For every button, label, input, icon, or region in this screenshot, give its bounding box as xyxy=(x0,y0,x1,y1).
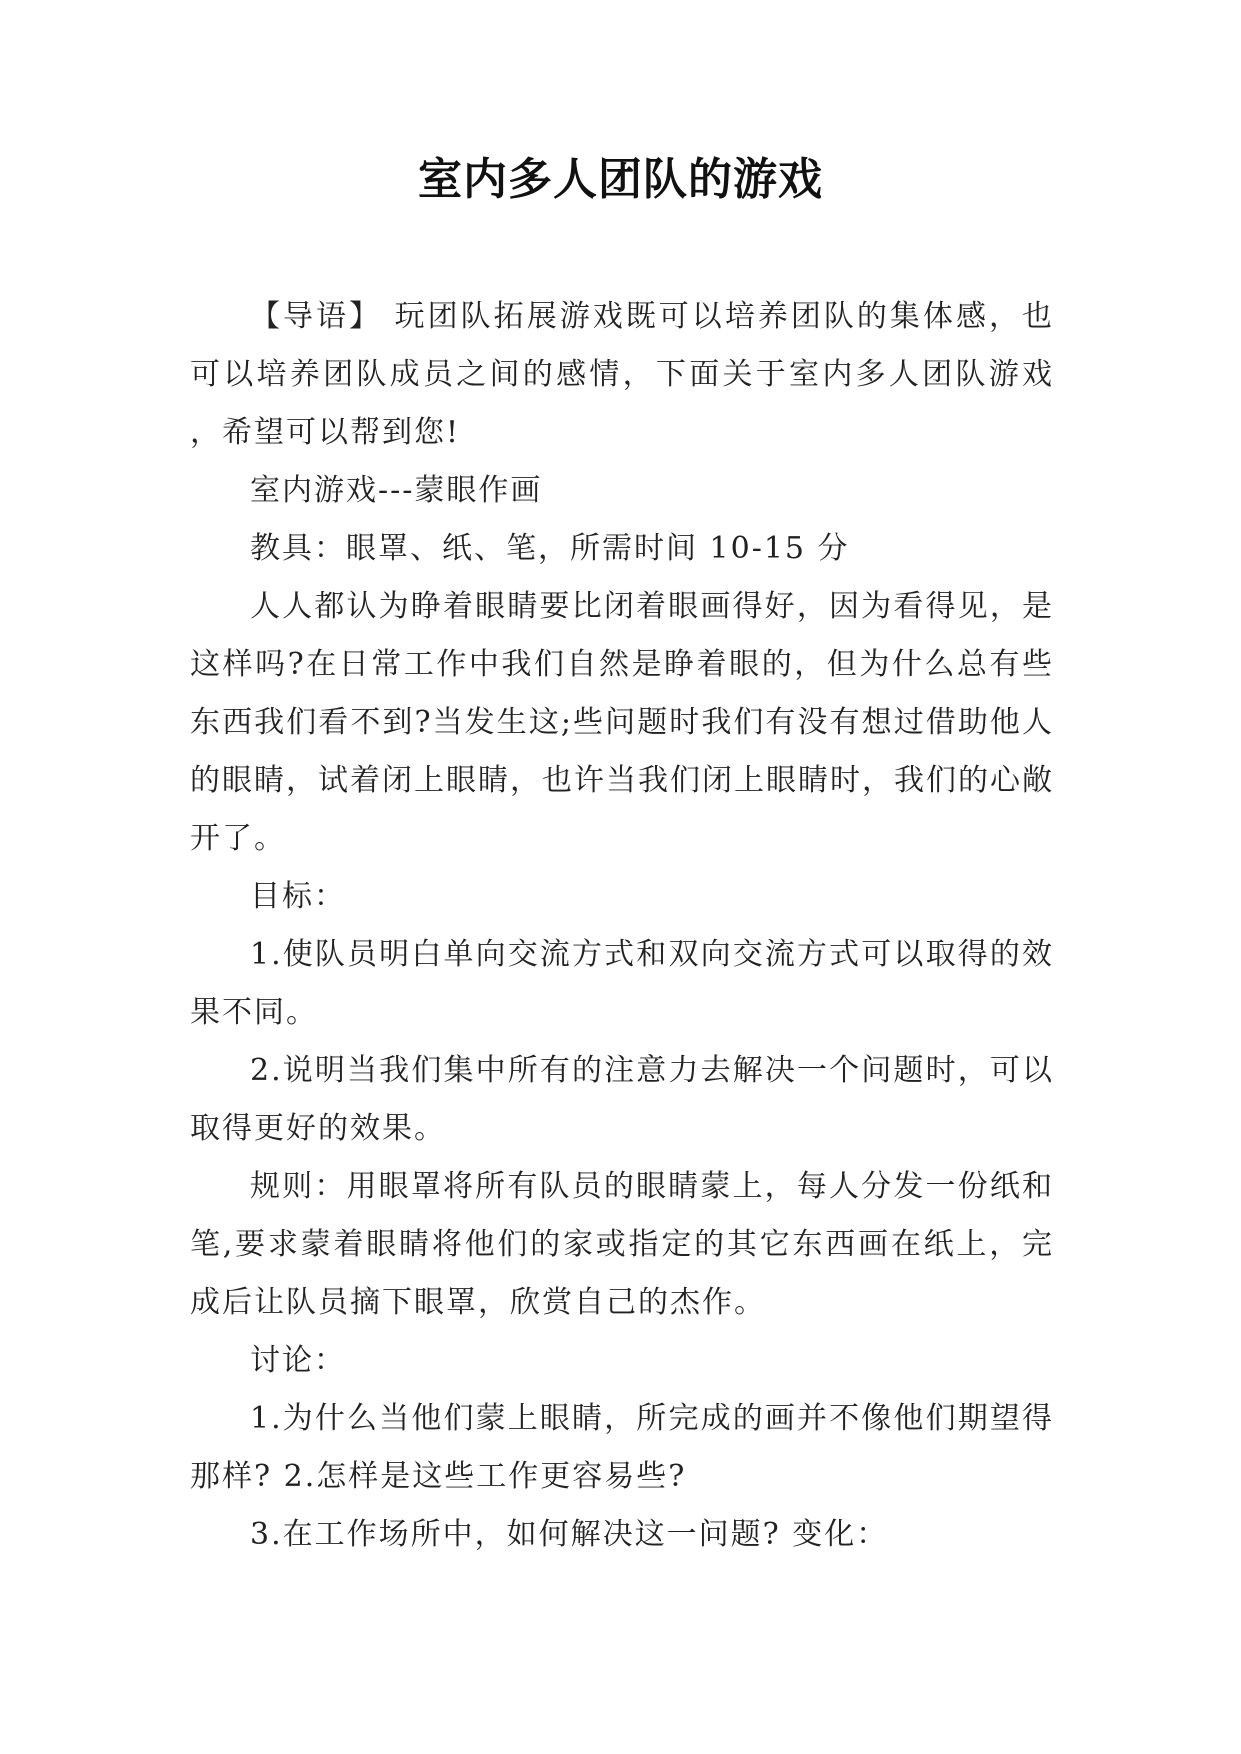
goal-item-1: 1.使队员明白单向交流方式和双向交流方式可以取得的效果不同。 xyxy=(190,937,1054,1030)
discussion-heading: 讨论： xyxy=(250,1343,346,1378)
document-body xyxy=(190,288,1054,1564)
game-name-paragraph: 室内游戏---蒙眼作画 xyxy=(250,473,543,508)
discussion-item-1-2: 1.为什么当他们蒙上眼睛，所完成的画并不像他们期望得那样? 2.怎样是这些工作更容易些? xyxy=(190,1401,1054,1494)
rules-paragraph: 规则：用眼罩将所有队员的眼睛蒙上，每人分发一份纸和笔,要求蒙着眼睛将他们的家或指定的其它东西画在纸上，完成后让队员摘下眼罩，欣赏自己的杰作。 xyxy=(190,1169,1054,1320)
document-title: 室内多人团队的游戏 xyxy=(418,154,823,205)
goals-heading: 目标： xyxy=(250,879,346,914)
discussion-item-3: 3.在工作场所中，如何解决这一问题? 变化： xyxy=(250,1517,889,1552)
intro-paragraph: 【导语】 玩团队拓展游戏既可以培养团队的集体感，也可以培养团队成员之间的感情，下面关于室内多人团队游戏 ，希望可以帮到您! xyxy=(190,299,1054,450)
materials-paragraph: 教具：眼罩、纸、笔，所需时间 10-15 分 xyxy=(250,531,850,566)
description-paragraph: 人人都认为睁着眼睛要比闭着眼画得好，因为看得见，是这样吗?在日常工作中我们自然是睁着眼的，但为什么总有些东西我们看不到?当发生这;些问题时我们有没有想过借助他人的眼睛，试着闭上眼睛，也许当我们闭上眼睛时，我们的心敞开了。 xyxy=(190,589,1054,856)
goal-item-2: 2.说明当我们集中所有的注意力去解决一个问题时，可以取得更好的效果。 xyxy=(190,1053,1054,1146)
